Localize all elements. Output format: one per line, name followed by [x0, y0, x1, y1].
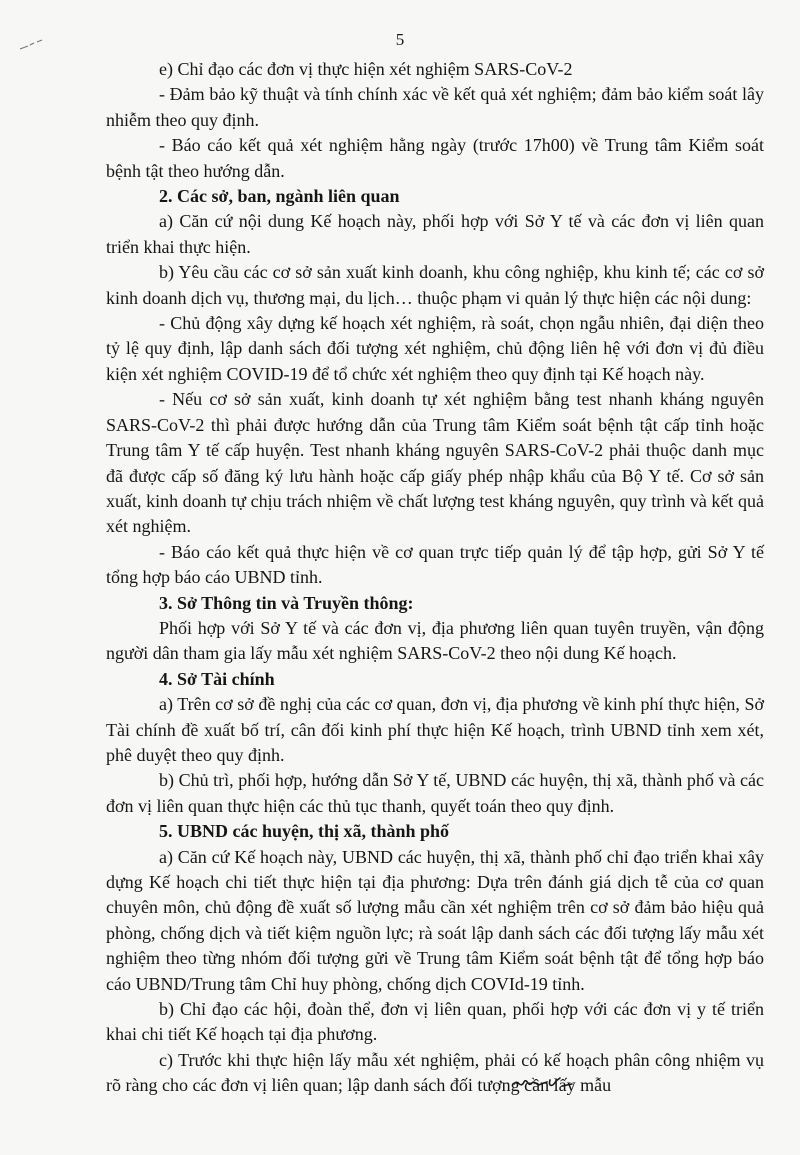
paragraph: a) Trên cơ sở đề nghị của các cơ quan, đơn vị, địa phương về kinh phí thực hiện, Sở Tài chính đề xuất bố trí, cân đối kinh phí thực hiện Kế hoạch, trình UBND tỉnh xem xét, phê duyệt theo quy định.	[106, 694, 764, 765]
paragraph: b) Yêu cầu các cơ sở sản xuất kinh doanh, khu công nghiệp, khu kinh tế; các cơ sở kinh doanh dịch vụ, thương mại, du lịch… thuộc phạm vi quản lý thực hiện các nội dung:	[106, 262, 764, 308]
section-heading: 5. UBND các huyện, thị xã, thành phố	[159, 821, 450, 842]
paragraph: b) Chủ trì, phối hợp, hướng dẫn Sở Y tế, UBND các huyện, thị xã, thành phố và các đơn vị liên quan thực hiện các thủ tục thanh, quyết toán theo quy định.	[106, 770, 764, 816]
paragraph: a) Căn cứ Kế hoạch này, UBND các huyện, thị xã, thành phố chỉ đạo triển khai xây dựng Kế hoạch chi tiết thực hiện tại địa phương: Dựa trên đánh giá dịch tễ của cơ quan chuyên môn, chủ động đề xuất số lượng mẫu cần xét nghiệm trên cơ sở đảm bảo hiệu quả phòng, chống dịch và tiết kiệm nguồn lực; rà soát lập danh sách các đối tượng lấy mẫu xét nghiệm theo từng nhóm đối tượng gửi về Trung tâm Kiểm soát bệnh tật để tổng hợp báo cáo UBND/Trung tâm Chỉ huy phòng, chống dịch COVId-19 tỉnh.	[106, 846, 764, 994]
section-heading: 2. Các sở, ban, ngành liên quan	[159, 186, 400, 207]
paragraph: e) Chỉ đạo các đơn vị thực hiện xét nghiệm SARS-CoV-2	[159, 59, 573, 79]
paragraph: - Chủ động xây dựng kế hoạch xét nghiệm, rà soát, chọn ngẫu nhiên, đại diện theo tỷ lệ quy định, lập danh sách đối tượng xét nghiệm, chủ động liên hệ với đơn vị đủ điều kiện xét nghiệm COVID-19 để tổ chức xét nghiệm theo quy định tại Kế hoạch này.	[106, 313, 764, 384]
paragraph: - Báo cáo kết quả xét nghiệm hằng ngày (trước 17h00) về Trung tâm Kiểm soát bệnh tật theo hướng dẫn.	[106, 135, 764, 181]
paragraph: c) Trước khi thực hiện lấy mẫu xét nghiệm, phải có kế hoạch phân công nhiệm vụ rõ ràng cho các đơn vị liên quan; lập danh sách đối tượng cần lấy mẫu	[106, 1049, 764, 1096]
paragraph: Phối hợp với Sở Y tế và các đơn vị, địa phương liên quan tuyên truyền, vận động người dân tham gia lấy mẫu xét nghiệm SARS-CoV-2 theo nội dung Kế hoạch.	[106, 617, 764, 664]
paragraph: - Báo cáo kết quả thực hiện về cơ quan trực tiếp quản lý để tập hợp, gửi Sở Y tế tổng hợp báo cáo UBND tỉnh.	[106, 541, 764, 588]
paragraph: - Nếu cơ sở sản xuất, kinh doanh tự xét nghiệm bằng test nhanh kháng nguyên SARS-CoV-2 thì phải được hướng dẫn của Trung tâm Kiểm soát bệnh tật cấp tỉnh hoặc Trung tâm Y tế cấp huyện. Test nhanh kháng nguyên SARS-CoV-2 phải thuộc danh mục đã được cấp số đăng ký lưu hành hoặc cấp giấy phép nhập khẩu của Bộ Y tế. Cơ sở sản xuất, kinh doanh tự chịu trách nhiệm về chất lượng test kháng nguyên, quy trình và kết quả xét nghiệm.	[106, 389, 764, 537]
paragraph: - Đảm bảo kỹ thuật và tính chính xác về kết quả xét nghiệm; đảm bảo kiểm soát lây nhiễm theo quy định.	[106, 84, 764, 130]
section-heading: 4. Sở Tài chính	[159, 668, 275, 689]
initials-signature-icon	[512, 1072, 574, 1094]
page-number: 5	[395, 30, 405, 49]
paragraph: b) Chỉ đạo các hội, đoàn thể, đơn vị liên quan, phối hợp với các đơn vị y tế triển khai chi tiết Kế hoạch tại địa phương.	[106, 999, 764, 1045]
document-body	[106, 57, 764, 1099]
paragraph: a) Căn cứ nội dung Kế hoạch này, phối hợp với Sở Y tế và các đơn vị liên quan triển khai thực hiện.	[106, 211, 764, 257]
section-heading: 3. Sở Thông tin và Truyền thông:	[159, 592, 414, 613]
